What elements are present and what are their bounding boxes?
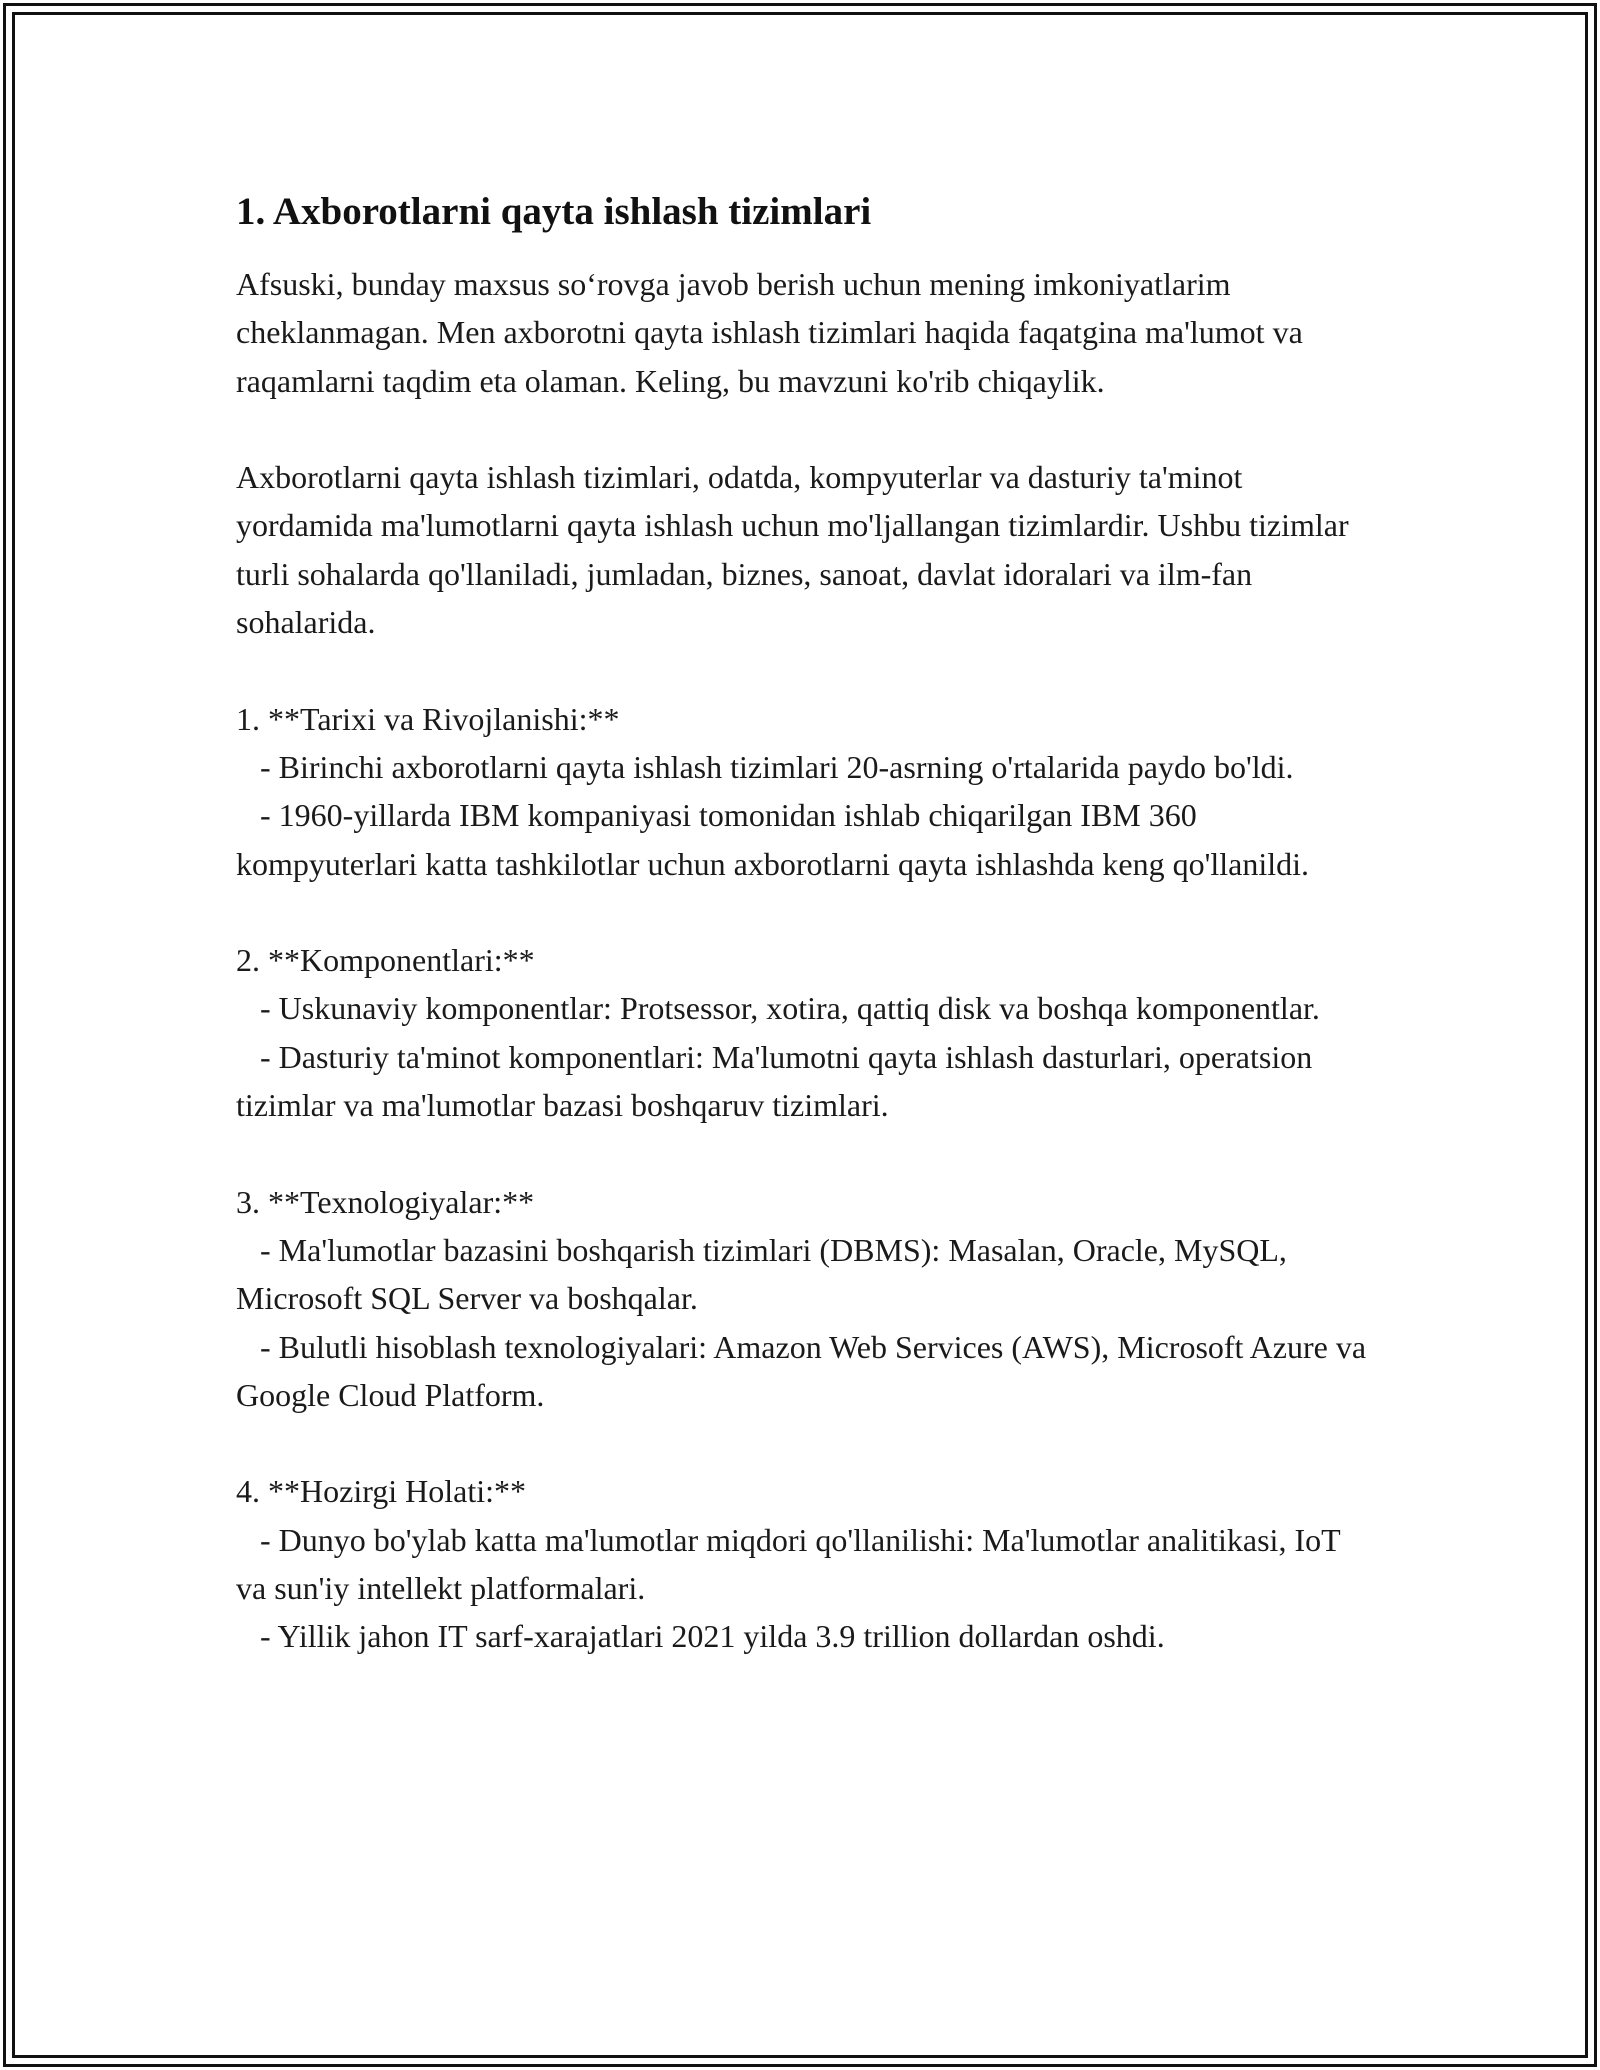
- document-title: 1. Axborotlarni qayta ishlash tizimlari: [236, 190, 872, 233]
- document-content: [236, 186, 1376, 1661]
- document-body: Afsuski, bunday maxsus so‘rovga javob berish uchun mening imkoniyatlarim cheklanmagan. Men axborotni qayta ishlash tizimlari haqida faqatgina ma'lumot va raqamlarni taqdim eta olaman. Keling, bu mavzuni ko'rib chiqaylik. Axborotlarni qayta ishlash tizimlari, odatda, kompyuterlar va dasturiy ta'minot yordamida ma'lumotlarni qayta ishlash uchun mo'ljallangan tizimlardir. Ushbu tizimlar turli sohalarda qo'llaniladi, jumladan, biznes, sanoat, davlat idoralari va ilm-fan sohalarida. 1. **Tarixi va Rivojlanishi:** - Birinchi axborotlarni qayta ishlash tizimlari 20-asrning o'rtalarida paydo bo'ldi. - 1960-yillarda IBM kompaniyasi tomonidan ishlab chiqarilgan IBM 360 kompyuterlari katta tashkilotlar uchun axborotlarni qayta ishlashda keng qo'llanildi. 2. **Komponentlari:** - Uskunaviy komponentlar: Protsessor, xotira, qattiq disk va boshqa komponentlar. - Dasturiy ta'minot komponentlari: Ma'lumotni qayta ishlash dasturlari, operatsion tizimlar va ma'lumotlar bazasi boshqaruv tizimlari. 3. **Texnologiyalar:** - Ma'lumotlar bazasini boshqarish tizimlari (DBMS): Masalan, Oracle, MySQL, Microsoft SQL Server va boshqalar. - Bulutli hisoblash texnologiyalari: Amazon Web Services (AWS), Microsoft Azure va Google Cloud Platform. 4. **Hozirgi Holati:** - Dunyo bo'ylab katta ma'lumotlar miqdori qo'llanilishi: Ma'lumotlar analitikasi, IoT va sun'iy intellekt platformalari. - Yillik jahon IT sarf-xarajatlari 2021 yilda 3.9 trillion dollardan oshdi.: [236, 266, 1367, 1655]
